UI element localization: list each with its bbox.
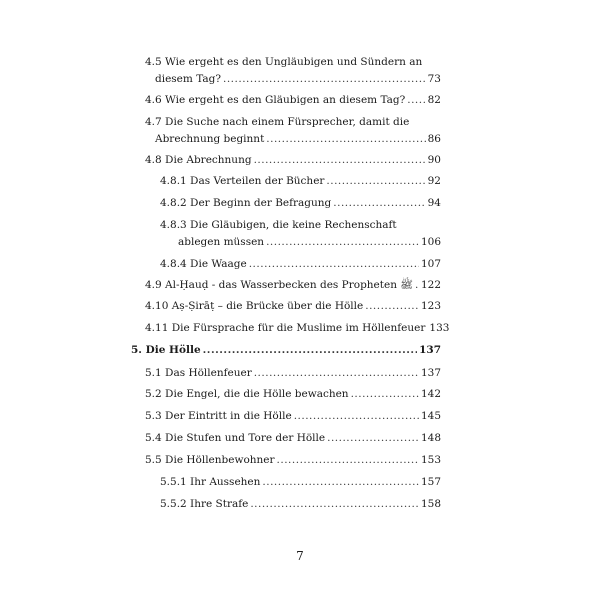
toc-entry-5-5-1[interactable] — [160, 474, 441, 491]
leader-dots — [351, 386, 419, 403]
leader-dots — [254, 365, 419, 382]
toc-entry-4-8-1[interactable] — [160, 173, 441, 190]
toc-entry-title: 4.7 Die Suche nach einem Fürsprecher, damit die — [145, 116, 410, 128]
leader-dots — [415, 277, 419, 294]
toc-entry-4-10[interactable] — [145, 298, 441, 315]
toc-entry-title: 5.5.2 Ihre Strafe — [160, 498, 249, 510]
leader-dots — [407, 92, 425, 109]
toc-entry-4-8-2[interactable] — [160, 195, 441, 212]
toc-entry-title: 4.10 Aṣ-Ṣirāṭ – die Brücke über die Hölle — [145, 300, 364, 312]
leader-dots — [223, 71, 426, 88]
toc-entry-4-9[interactable] — [145, 277, 441, 294]
toc-entry-5[interactable] — [131, 342, 441, 359]
toc-entry-title: 5. Die Hölle — [131, 344, 201, 356]
toc-entry-title: 4.8 Die Abrechnung — [145, 154, 252, 166]
toc-entry-5-3[interactable] — [145, 408, 441, 425]
toc-entry-title-cont: Abrechnung beginnt — [155, 133, 265, 145]
toc-entry-5-1[interactable] — [145, 365, 441, 382]
toc-entry-title: 4.8.4 Die Waage — [160, 258, 247, 270]
leader-dots — [254, 152, 426, 169]
leader-dots — [333, 195, 425, 212]
toc-page-number: 73 — [427, 73, 441, 85]
toc-entry-4-6[interactable] — [145, 92, 441, 109]
toc-entry-title: 4.6 Wie ergeht es den Gläubigen an diesem Tag? — [145, 94, 406, 106]
toc-entry-title: 4.5 Wie ergeht es den Ungläubigen und Sündern an — [145, 56, 423, 68]
toc-page-number: 157 — [420, 476, 441, 488]
toc-page-number: 106 — [420, 236, 441, 248]
toc-entry-4-8-4[interactable] — [160, 256, 441, 273]
toc-page-number: 82 — [427, 94, 441, 106]
toc-entry-5-5[interactable] — [145, 452, 441, 469]
toc-entry-title: 5.1 Das Höllenfeuer — [145, 367, 252, 379]
toc-entry-title: 5.5 Die Höllenbewohner — [145, 454, 275, 466]
page-number: 7 — [296, 549, 304, 563]
toc-entry-title: 4.9 Al-Ḥauḍ - das Wasserbecken des Propheten ﷺ — [145, 279, 413, 291]
toc-entry-5-2[interactable] — [145, 386, 441, 403]
leader-dots — [262, 474, 419, 491]
toc-entry-4-5[interactable] — [145, 54, 441, 88]
toc-page-number: 90 — [427, 154, 441, 166]
leader-dots — [203, 342, 417, 359]
toc-page-number: 92 — [427, 175, 441, 187]
toc-entry-title: 4.8.2 Der Beginn der Befragung — [160, 197, 332, 209]
toc-page-number: 137 — [419, 344, 441, 356]
toc-page-number: 153 — [420, 454, 441, 466]
toc-page-number: 158 — [420, 498, 441, 510]
toc-entry-4-11[interactable] — [145, 320, 450, 337]
toc-entry-4-8-3[interactable] — [160, 217, 441, 251]
toc-page-number: 86 — [427, 133, 441, 145]
toc-entry-title: 5.4 Die Stufen und Tore der Hölle — [145, 432, 326, 444]
leader-dots — [250, 496, 419, 513]
leader-dots — [327, 430, 419, 447]
leader-dots — [294, 408, 419, 425]
toc-entry-title: 5.2 Die Engel, die die Hölle bewachen — [145, 388, 349, 400]
toc-page-number: 123 — [420, 300, 441, 312]
toc-page-number: 94 — [427, 197, 441, 209]
toc-page-number: 137 — [420, 367, 441, 379]
leader-dots — [266, 234, 419, 251]
toc-page-number: 133 — [429, 322, 450, 334]
leader-dots — [266, 131, 425, 148]
toc-page-number: 107 — [420, 258, 441, 270]
leader-dots — [249, 256, 419, 273]
toc-entry-5-5-2[interactable] — [160, 496, 441, 513]
toc-entry-4-7[interactable] — [145, 114, 441, 148]
toc-page-number: 145 — [420, 410, 441, 422]
toc-entry-4-8[interactable] — [145, 152, 441, 169]
leader-dots — [365, 298, 419, 315]
toc-entry-title-cont: diesem Tag? — [155, 73, 221, 85]
toc-entry-5-4[interactable] — [145, 430, 441, 447]
toc-entry-title: 4.8.3 Die Gläubigen, die keine Rechenschaft — [160, 219, 397, 231]
toc-entry-title-cont: ablegen müssen — [178, 236, 265, 248]
toc-entry-title: 5.5.1 Ihr Aussehen — [160, 476, 261, 488]
toc-page-number: 142 — [420, 388, 441, 400]
toc-entry-title: 4.11 Die Fürsprache für die Muslime im Höllenfeuer — [145, 322, 426, 334]
toc-entry-title: 5.3 Der Eintritt in die Hölle — [145, 410, 292, 422]
toc-page-number: 148 — [420, 432, 441, 444]
toc-entry-title: 4.8.1 Das Verteilen der Bücher — [160, 175, 325, 187]
leader-dots — [277, 452, 419, 469]
toc-page-number: 122 — [420, 279, 441, 291]
leader-dots — [326, 173, 425, 190]
